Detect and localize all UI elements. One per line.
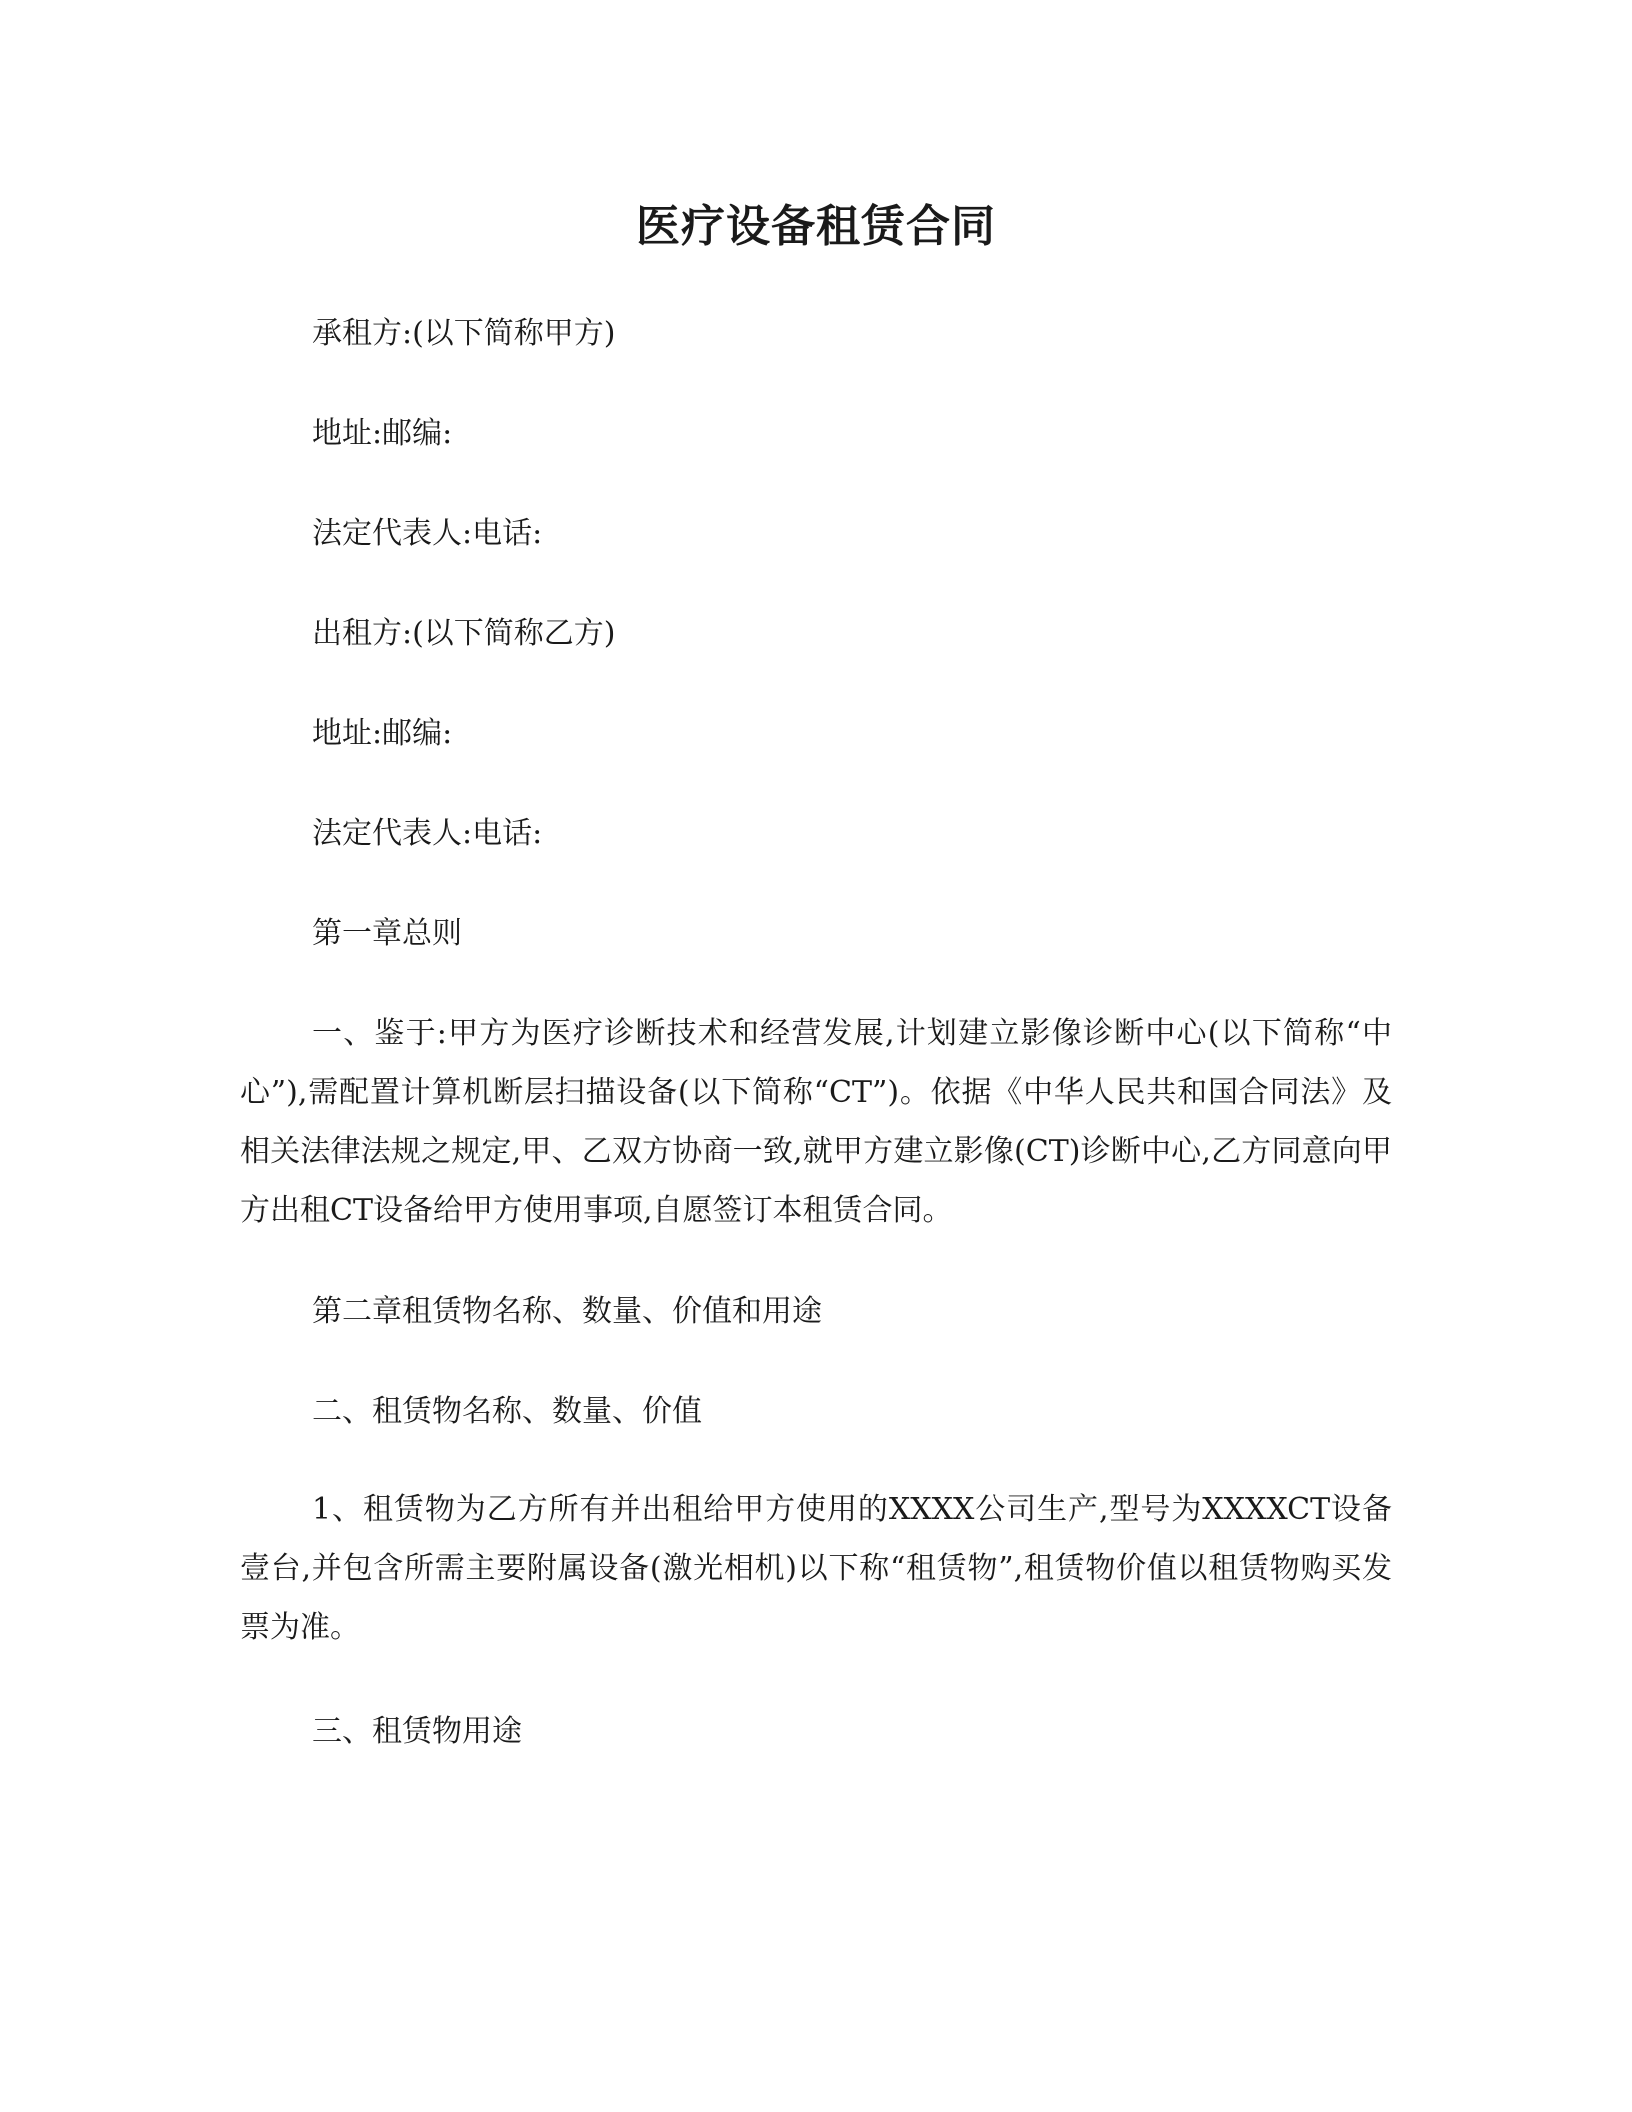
chapter2-heading: 第二章租赁物名称、数量、价值和用途 bbox=[312, 1294, 822, 1329]
item1-paragraph: 1、租赁物为乙方所有并出租给甲方使用的XXXX公司生产,型号为XXXXCT设备壹台,并包含所需主要附属设备(激光相机)以下称“租赁物”,租赁物价值以租赁物购买发票为准。 bbox=[240, 1492, 1392, 1645]
clause3-heading: 三、租赁物用途 bbox=[312, 1714, 522, 1749]
lessee-name-line: 承租方:(以下简称甲方) bbox=[312, 316, 616, 351]
lessor-address-line: 地址:邮编: bbox=[312, 716, 453, 751]
chapter1-heading: 第一章总则 bbox=[312, 916, 462, 951]
clause1-paragraph: 一、鉴于:甲方为医疗诊断技术和经营发展,计划建立影像诊断中心(以下简称“中心”),需配置计算机断层扫描设备(以下简称“CT”)。依据《中华人民共和国合同法》及相关法律法规之规定,甲、乙双方协商一致,就甲方建立影像(CT)诊断中心,乙方同意向甲方出租CT设备给甲方使用事项,自愿签订本租赁合同。 bbox=[240, 1016, 1392, 1228]
lessee-address-line: 地址:邮编: bbox=[312, 416, 453, 451]
lessor-name-line: 出租方:(以下简称乙方) bbox=[312, 616, 616, 651]
clause2-heading: 二、租赁物名称、数量、价值 bbox=[312, 1394, 702, 1429]
document-title: 医疗设备租赁合同 bbox=[636, 201, 996, 252]
lessor-representative-line: 法定代表人:电话: bbox=[312, 816, 543, 851]
lessee-representative-line: 法定代表人:电话: bbox=[312, 516, 543, 551]
